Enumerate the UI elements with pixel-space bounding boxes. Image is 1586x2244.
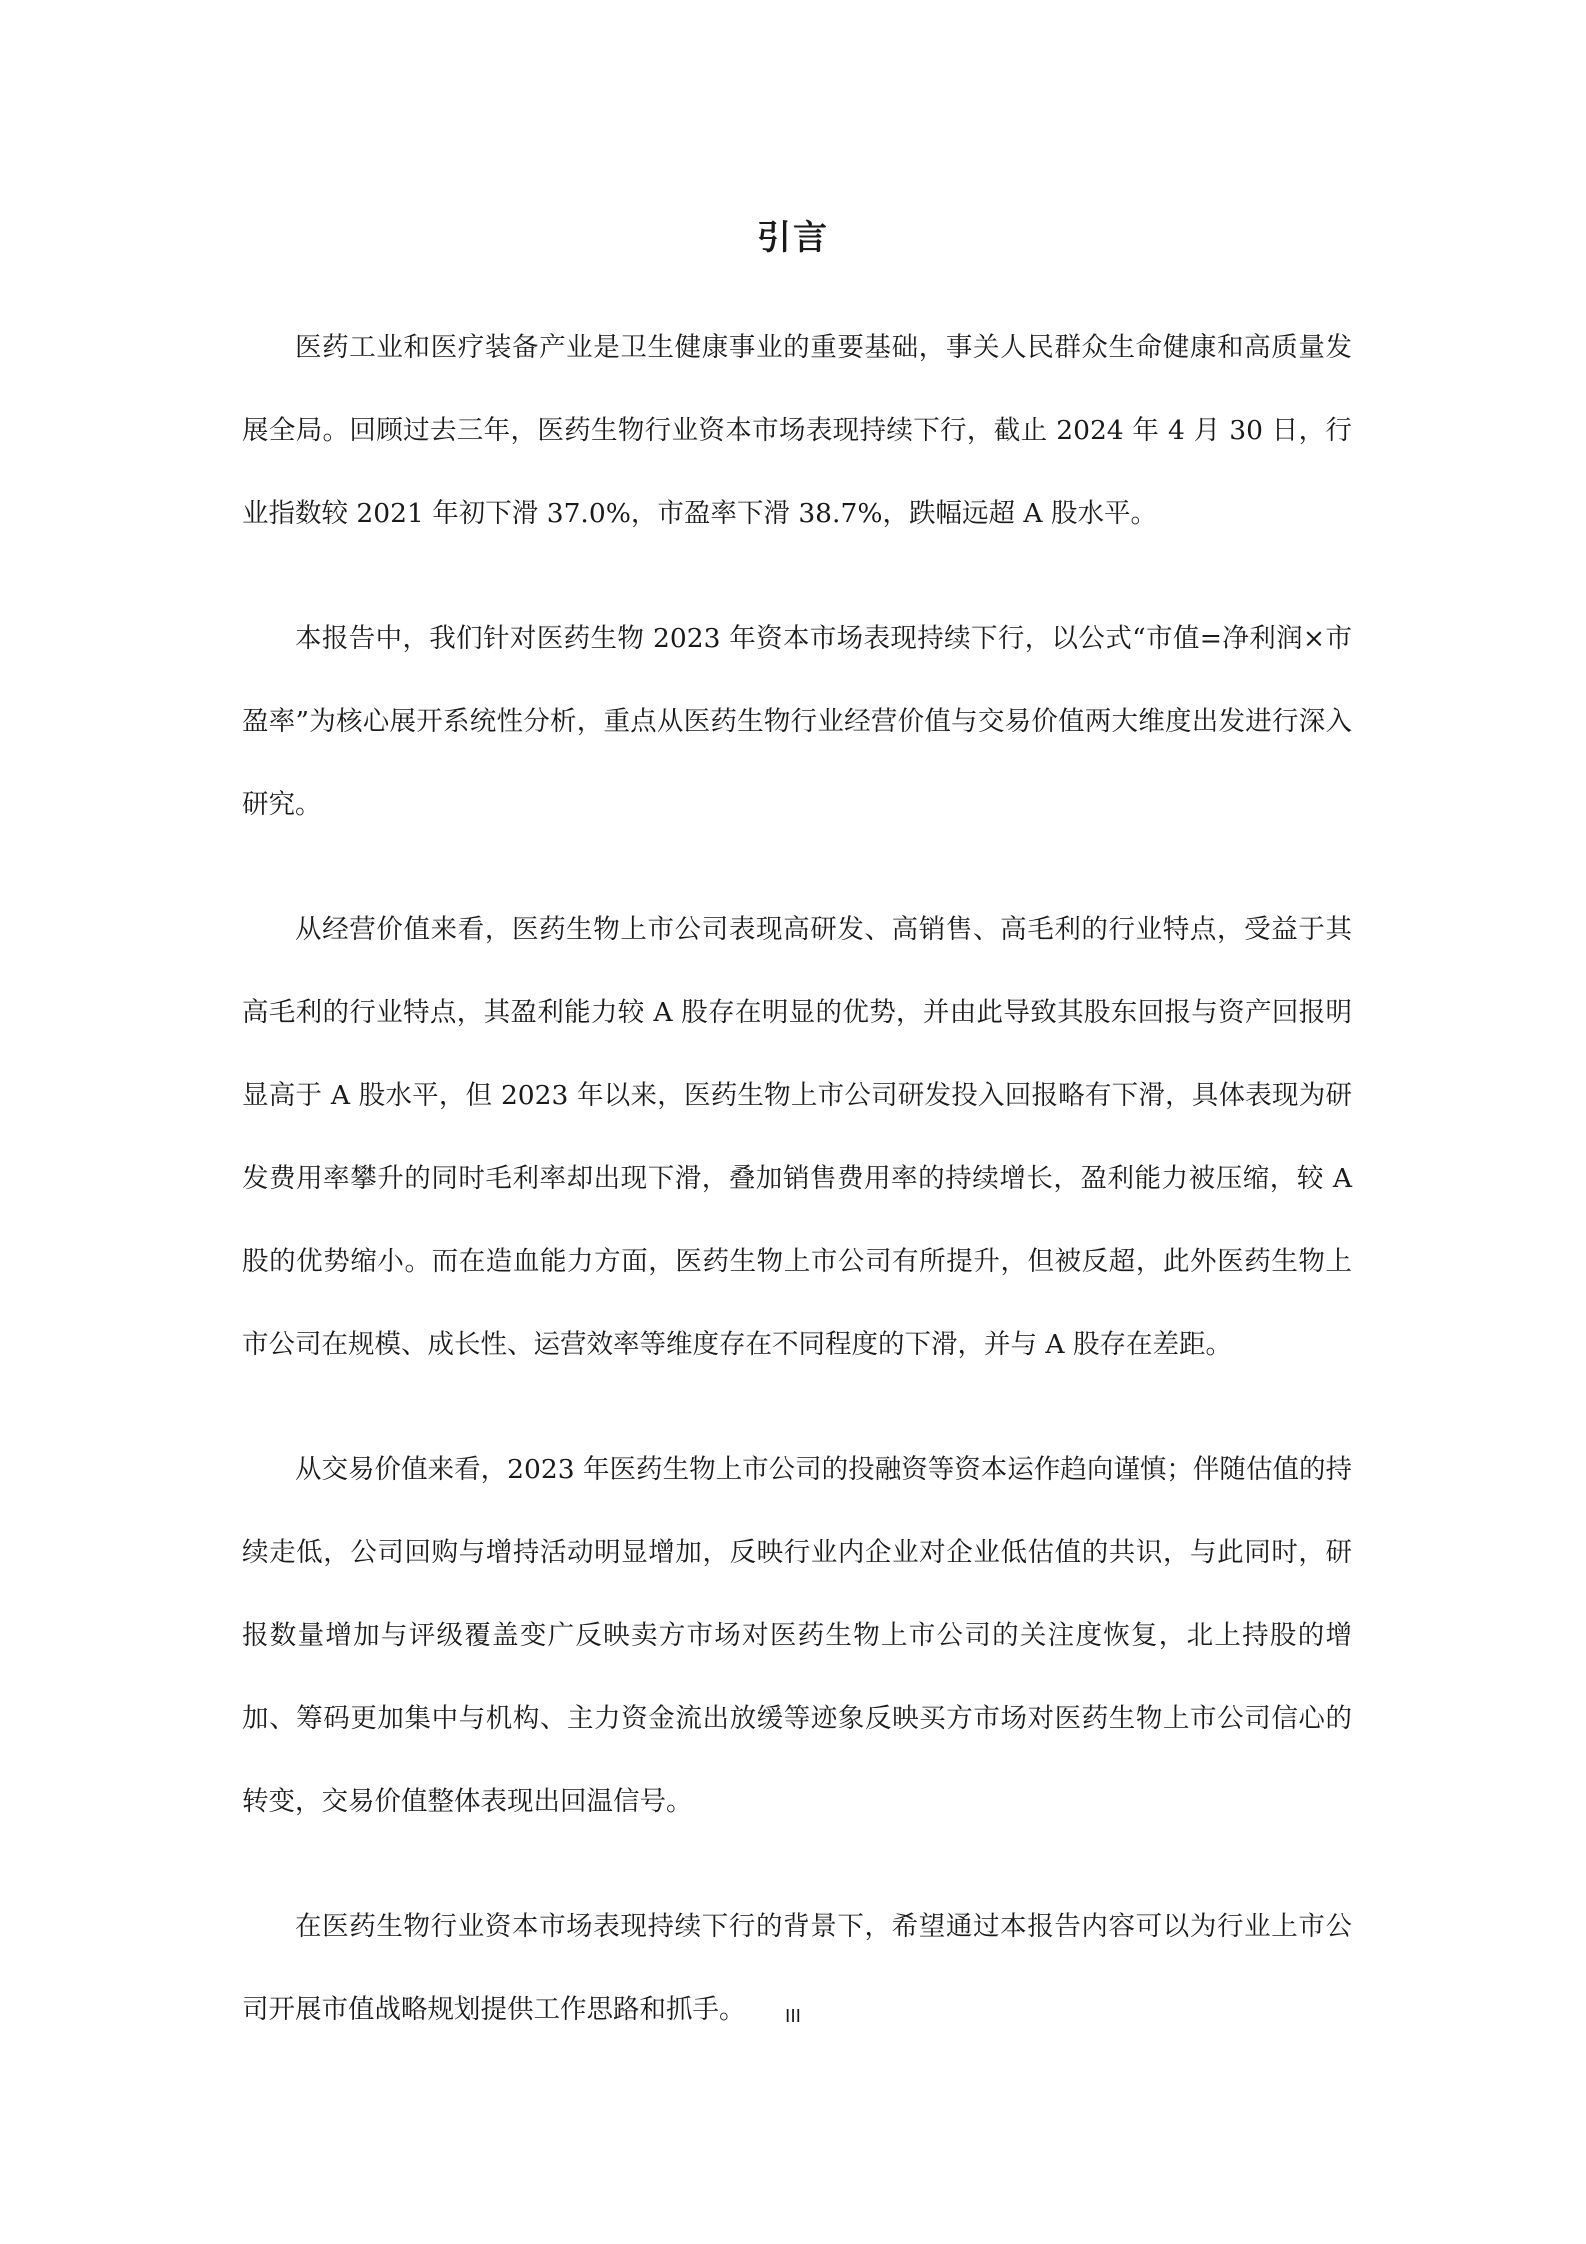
section-title: 引言 xyxy=(757,218,829,258)
body-text xyxy=(242,306,1352,2093)
page-number: III xyxy=(785,2006,801,2027)
paragraph-2: 本报告中，我们针对医药生物 2023 年资本市场表现持续下行，以公式“市值=净利润×市盈率”为核心展开系统性分析，重点从医药生物行业经营价值与交易价值两大维度出发进行深入研究。 xyxy=(242,623,1352,820)
paragraph-1: 医药工业和医疗装备产业是卫生健康事业的重要基础，事关人民群众生命健康和高质量发展全局。回顾过去三年，医药生物行业资本市场表现持续下行，截止 2024 年 4 月 30 日，行业指数较 2021 年初下滑 37.0%，市盈率下滑 38.7%，跌幅远超 A 股水平。 xyxy=(242,332,1352,529)
paragraph-5: 在医药生物行业资本市场表现持续下行的背景下，希望通过本报告内容可以为行业上市公司开展市值战略规划提供工作思路和抓手。 xyxy=(242,1911,1352,2025)
paragraph-4: 从交易价值来看，2023 年医药生物上市公司的投融资等资本运作趋向谨慎；伴随估值的持续走低，公司回购与增持活动明显增加，反映行业内企业对企业低估值的共识，与此同时，研报数量增加与评级覆盖变广反映卖方市场对医药生物上市公司的关注度恢复，北上持股的增加、筹码更加集中与机构、主力资金流出放缓等迹象反映买方市场对医药生物上市公司信心的转变，交易价值整体表现出回温信号。 xyxy=(242,1454,1352,1817)
paragraph-3: 从经营价值来看，医药生物上市公司表现高研发、高销售、高毛利的行业特点，受益于其高毛利的行业特点，其盈利能力较 A 股存在明显的优势，并由此导致其股东回报与资产回报明显高于 A 股水平，但 2023 年以来，医药生物上市公司研发投入回报略有下滑，具体表现为研发费用率攀升的同时毛利率却出现下滑，叠加销售费用率的持续增长，盈利能力被压缩，较 A 股的优势缩小。而在造血能力方面，医药生物上市公司有所提升，但被反超，此外医药生物上市公司在规模、成长性、运营效率等维度存在不同程度的下滑，并与 A 股存在差距。 xyxy=(242,914,1352,1360)
